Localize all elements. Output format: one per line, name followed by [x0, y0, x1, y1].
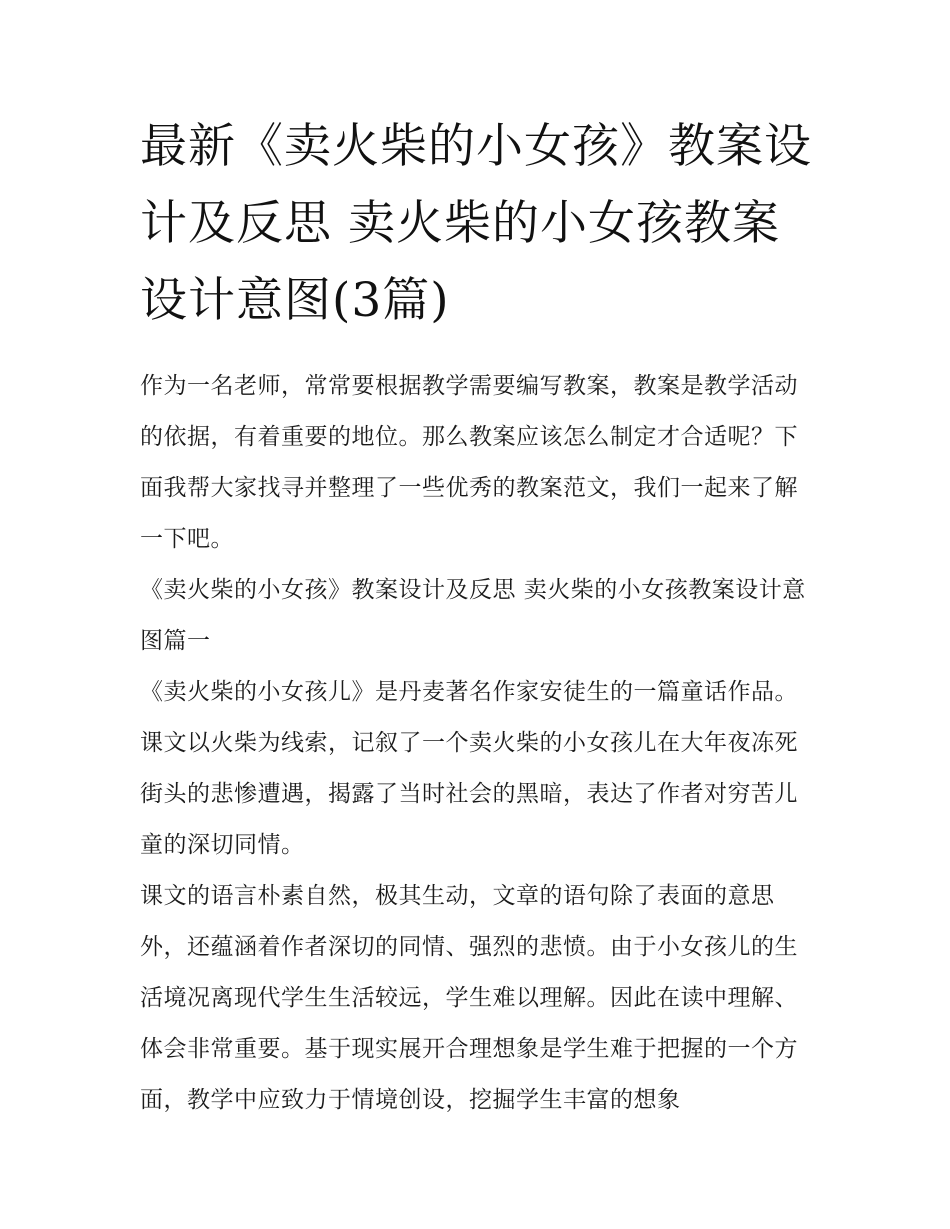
body-paragraph: 课文的语言朴素自然，极其生动，文章的语句除了表面的意思外，还蕴涵着作者深切的同情、强烈的悲愤。由于小女孩儿的生活境况离现代学生生活较远，学生难以理解。因此在读中理解、体会非常重要。基于现实展开合理想象是学生难于把握的一个方面，教学中应致力于情境创设，挖掘学生丰富的想象	[140, 883, 798, 1113]
section-heading-paragraph: 《卖火柴的小女孩》教案设计及反思 卖火柴的小女孩教案设计意图篇一	[140, 577, 806, 654]
intro-paragraph: 作为一名老师，常常要根据教学需要编写教案，教案是教学活动的依据，有着重要的地位。那么教案应该怎么制定才合适呢？下面我帮大家找寻并整理了一些优秀的教案范文，我们一起来了解一下吧。	[140, 373, 798, 552]
document-title: 最新《卖火柴的小女孩》教案设计及反思 卖火柴的小女孩教案设计意图(3篇)	[140, 119, 812, 328]
document-body	[140, 108, 816, 1126]
body-paragraph: 《卖火柴的小女孩儿》是丹麦著名作家安徒生的一篇童话作品。课文以火柴为线索，记叙了一个卖火柴的小女孩儿在大年夜冻死街头的悲惨遭遇，揭露了当时社会的黑暗，表达了作者对穷苦儿童的深切同情。	[140, 679, 798, 858]
